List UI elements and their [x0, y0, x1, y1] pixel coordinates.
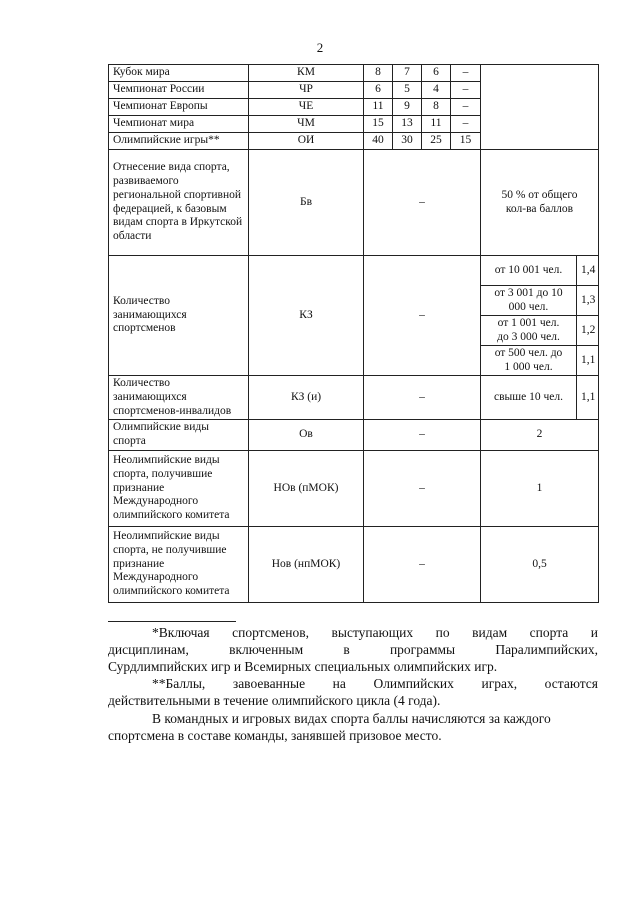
participants-tier-coef: 1,1	[577, 346, 599, 376]
disabled-coef: 1,1	[577, 376, 599, 420]
points-place-1: 8	[364, 65, 393, 82]
olympic-value: 2	[481, 420, 599, 451]
non-olympic-unrec-dash: –	[364, 526, 481, 602]
non-olympic-unrec-code: Нов (нпМОК)	[249, 526, 364, 602]
disabled-dash: –	[364, 376, 481, 420]
competition-code: ОИ	[249, 133, 364, 150]
points-place-2: 30	[393, 133, 422, 150]
participants-tier-coef: 1,2	[577, 316, 599, 346]
participants-tier-range: от 1 001 чел. до 3 000 чел.	[481, 316, 577, 346]
participants-tier-range: от 500 чел. до 1 000 чел.	[481, 346, 577, 376]
points-place-3: 8	[422, 99, 451, 116]
table-row	[109, 420, 599, 451]
base-sport-code: Бв	[249, 150, 364, 256]
table-row	[109, 526, 599, 602]
table-row	[109, 150, 599, 256]
competition-code: ЧЕ	[249, 99, 364, 116]
olympic-code: Ов	[249, 420, 364, 451]
participants-code: КЗ	[249, 256, 364, 376]
footnote-double-star	[108, 675, 598, 709]
olympic-dash: –	[364, 420, 481, 451]
disabled-code: КЗ (и)	[249, 376, 364, 420]
points-place-2: 13	[393, 116, 422, 133]
points-place-4: –	[451, 99, 481, 116]
non-olympic-rec-value: 1	[481, 450, 599, 526]
scoring-table	[108, 64, 599, 603]
empty-cell	[481, 65, 599, 150]
competition-code: ЧР	[249, 82, 364, 99]
competition-name: Чемпионат России	[109, 82, 249, 99]
competition-code: КМ	[249, 65, 364, 82]
disabled-range: свыше 10 чел.	[481, 376, 577, 420]
points-place-3: 11	[422, 116, 451, 133]
non-olympic-rec-label: Неолимпийские виды спорта, получившие признание Международного олимпийского комитета	[109, 450, 249, 526]
points-place-1: 11	[364, 99, 393, 116]
points-place-1: 15	[364, 116, 393, 133]
footnote-double-star-line: действительными в течение олимпийского цикла (4 года).	[108, 693, 441, 708]
footnote-star	[108, 624, 598, 675]
base-sport-label: Отнесение вида спорта, развиваемого региональной спортивной федерацией, к базовым видам спорта в Иркутской области	[109, 150, 249, 256]
team-note	[108, 710, 598, 744]
participants-dash: –	[364, 256, 481, 376]
table-row	[109, 65, 599, 82]
competition-name: Чемпионат мира	[109, 116, 249, 133]
non-olympic-unrec-label: Неолимпийские виды спорта, не получившие признание Международного олимпийского комитета	[109, 526, 249, 602]
table-row	[109, 450, 599, 526]
non-olympic-unrec-value: 0,5	[481, 526, 599, 602]
olympic-label: Олимпийские виды спорта	[109, 420, 249, 451]
footnote-star-line: дисциплинам, включенным в программы Паралимпийских,	[108, 642, 598, 657]
points-place-3: 6	[422, 65, 451, 82]
competition-name: Чемпионат Европы	[109, 99, 249, 116]
disabled-label: Количество занимающихся спортсменов-инвалидов	[109, 376, 249, 420]
table-row	[109, 376, 599, 420]
base-sport-value: 50 % от общего кол-ва баллов	[481, 150, 599, 256]
points-place-3: 25	[422, 133, 451, 150]
base-sport-dash: –	[364, 150, 481, 256]
page-number: 2	[316, 40, 324, 55]
points-place-3: 4	[422, 82, 451, 99]
non-olympic-rec-code: НОв (пМОК)	[249, 450, 364, 526]
points-place-2: 5	[393, 82, 422, 99]
team-note-line: В командных и игровых видах спорта баллы начисляются за каждого	[152, 711, 551, 726]
footnote-star-line: Сурдлимпийских игр и Всемирных специальных олимпийских игр.	[108, 659, 498, 674]
competition-name: Кубок мира	[109, 65, 249, 82]
points-place-1: 40	[364, 133, 393, 150]
points-place-2: 7	[393, 65, 422, 82]
participants-tier-range: от 3 001 до 10 000 чел.	[481, 286, 577, 316]
competition-name: Олимпийские игры**	[109, 133, 249, 150]
participants-tier-coef: 1,3	[577, 286, 599, 316]
points-place-4: 15	[451, 133, 481, 150]
participants-tier-range: от 10 001 чел.	[481, 256, 577, 286]
points-place-4: –	[451, 116, 481, 133]
non-olympic-rec-dash: –	[364, 450, 481, 526]
competition-code: ЧМ	[249, 116, 364, 133]
points-place-2: 9	[393, 99, 422, 116]
footnote-separator	[108, 621, 236, 622]
footnote-double-star-line: **Баллы, завоеванные на Олимпийских играх, остаются	[152, 676, 598, 691]
participants-label: Количество занимающихся спортсменов	[109, 256, 249, 376]
participants-tier-coef: 1,4	[577, 256, 599, 286]
points-place-4: –	[451, 65, 481, 82]
team-note-line: спортсмена в составе команды, занявшей призовое место.	[108, 728, 442, 743]
points-place-1: 6	[364, 82, 393, 99]
table-row	[109, 256, 599, 286]
points-place-4: –	[451, 82, 481, 99]
footnote-star-line: *Включая спортсменов, выступающих по видам спорта и	[152, 625, 598, 640]
